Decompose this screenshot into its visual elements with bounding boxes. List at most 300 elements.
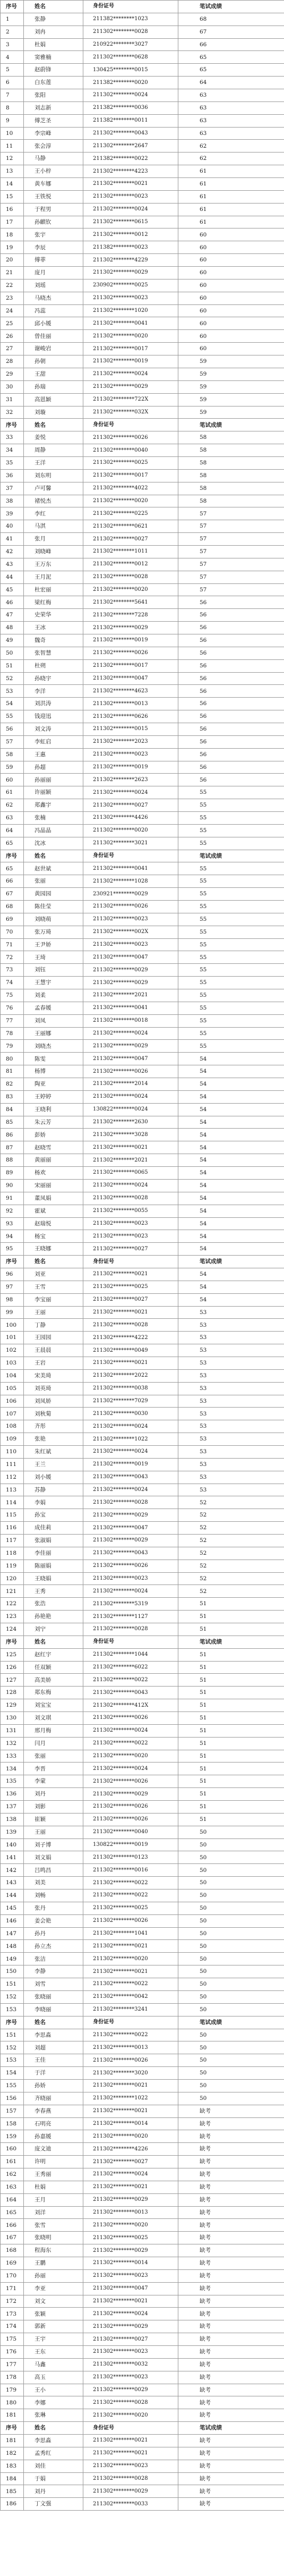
table-row — [1, 1877, 284, 1889]
cell-no: 150 — [1, 1965, 24, 1978]
table-row — [1, 2181, 284, 2193]
cell-name: 王小 — [24, 2384, 83, 2396]
table-row — [1, 1167, 284, 1180]
cell-score: 51 — [178, 1699, 284, 1712]
cell-no: 122 — [1, 1598, 24, 1611]
cell-name: 张丽 — [24, 875, 83, 888]
cell-score: 57 — [178, 571, 284, 583]
cell-score: 54 — [178, 1167, 284, 1180]
cell-score: 50 — [178, 1851, 284, 1864]
cell-id: 211302********0047 — [83, 1522, 178, 1535]
cell-id: 211302********2014 — [83, 1078, 178, 1091]
cell-name: 马静 — [24, 152, 83, 165]
table-row — [1, 203, 284, 216]
cell-no: 2 — [1, 26, 24, 38]
cell-no: 166 — [1, 2219, 24, 2232]
cell-no: 74 — [1, 977, 24, 989]
cell-name: 张颖 — [24, 2308, 83, 2320]
table-row — [1, 1534, 284, 1547]
cell-no: 138 — [1, 1813, 24, 1826]
cell-name: 孙瑞 — [24, 380, 83, 393]
cell-id: 211302********0021 — [83, 2079, 178, 2092]
cell-name: 刘柔 — [24, 989, 83, 1002]
cell-score: 51 — [178, 1611, 284, 1623]
cell-score: 53 — [178, 1306, 284, 1319]
cell-id: 211302********1022 — [83, 1433, 178, 1446]
header-no: 序号 — [1, 1, 24, 13]
table-row — [1, 761, 284, 774]
table-row — [1, 13, 284, 26]
cell-name: 张浩 — [24, 1598, 83, 1611]
cell-no: 84 — [1, 1103, 24, 1116]
table-row — [1, 2105, 284, 2117]
table-row — [1, 2232, 284, 2244]
cell-no: 137 — [1, 1801, 24, 1814]
cell-no: 117 — [1, 1534, 24, 1547]
cell-name: 吕鸣昌 — [24, 1864, 83, 1877]
table-row — [1, 1699, 284, 1712]
table-row — [1, 799, 284, 812]
cell-score: 缺考 — [178, 2193, 284, 2206]
cell-score: 57 — [178, 507, 284, 520]
cell-no: 116 — [1, 1522, 24, 1535]
cell-name: 王鹏 — [24, 2257, 83, 2269]
cell-score: 55 — [178, 824, 284, 837]
cell-score: 54 — [178, 1268, 284, 1281]
cell-id: 211382********1023 — [83, 13, 178, 26]
table-row — [1, 571, 284, 583]
cell-id: 211382********0011 — [83, 114, 178, 127]
cell-name: 褚悦杰 — [24, 495, 83, 507]
table-row — [1, 1598, 284, 1611]
table-row — [1, 862, 284, 875]
cell-score: 66 — [178, 38, 284, 51]
cell-name: 王月 — [24, 2193, 83, 2206]
cell-name: 李洋 — [24, 685, 83, 698]
cell-no: 171 — [1, 2282, 24, 2295]
cell-name: 王岩 — [24, 1357, 83, 1369]
header-name: 姓名 — [24, 2016, 83, 2029]
cell-score: 缺考 — [178, 2269, 284, 2282]
cell-id: 211302********0029 — [83, 2320, 178, 2333]
table-row — [1, 228, 284, 241]
cell-id: 211302********0020 — [83, 495, 178, 507]
cell-no: 115 — [1, 1509, 24, 1522]
table-row — [1, 1902, 284, 1914]
cell-id: 211302********0027 — [83, 1293, 178, 1306]
table-row — [1, 1395, 284, 1408]
cell-id: 211302********0023 — [83, 2269, 178, 2282]
cell-no: 37 — [1, 482, 24, 495]
cell-no: 97 — [1, 1281, 24, 1293]
cell-name: 丁文强 — [24, 2498, 83, 2511]
cell-name: 王月泥 — [24, 571, 83, 583]
cell-id: 211302********0021 — [83, 1268, 178, 1281]
cell-score: 53 — [178, 1357, 284, 1369]
cell-no: 144 — [1, 1889, 24, 1902]
table-row — [1, 698, 284, 710]
header-no: 序号 — [1, 1256, 24, 1268]
cell-no: 94 — [1, 1230, 24, 1243]
cell-score: 59 — [178, 406, 284, 419]
cell-id: 211302********0021 — [83, 1940, 178, 1953]
cell-no: 126 — [1, 1661, 24, 1674]
cell-id: 211302********0017 — [83, 659, 178, 672]
table-row — [1, 875, 284, 888]
cell-no: 168 — [1, 2244, 24, 2257]
table-row — [1, 1293, 284, 1306]
cell-id: 211302********0027 — [83, 2333, 178, 2346]
cell-no: 90 — [1, 1179, 24, 1192]
cell-no: 34 — [1, 444, 24, 457]
cell-id: 211302********0040 — [83, 444, 178, 457]
cell-score: 53 — [178, 1445, 284, 1458]
cell-name: 李宗峰 — [24, 127, 83, 140]
cell-score: 50 — [178, 1864, 284, 1877]
cell-score: 51 — [178, 1762, 284, 1775]
cell-name: 高恩颖 — [24, 393, 83, 406]
cell-score: 55 — [178, 862, 284, 875]
cell-name: 王晓娟 — [24, 1572, 83, 1585]
table-row — [1, 913, 284, 926]
cell-no: 78 — [1, 1027, 24, 1040]
cell-id: 211302********0023 — [83, 2460, 178, 2472]
cell-no: 164 — [1, 2193, 24, 2206]
cell-id: 211302********4222 — [83, 1332, 178, 1344]
header-row — [1, 2016, 284, 2029]
cell-score: 缺考 — [178, 2447, 284, 2460]
table-row — [1, 114, 284, 127]
header-id: 身份证号 — [83, 1636, 178, 1648]
cell-no: 62 — [1, 799, 24, 812]
cell-id: 211302********0024 — [83, 1090, 178, 1103]
cell-score: 50 — [178, 2054, 284, 2067]
table-row — [1, 1141, 284, 1154]
cell-id: 211302********0012 — [83, 558, 178, 571]
table-row — [1, 38, 284, 51]
header-name: 姓名 — [24, 1636, 83, 1648]
cell-no: 89 — [1, 1167, 24, 1180]
cell-no: 152 — [1, 2041, 24, 2054]
cell-no: 36 — [1, 469, 24, 482]
cell-id: 211302********0024 — [83, 1445, 178, 1458]
cell-score: 56 — [178, 761, 284, 774]
cell-score: 58 — [178, 456, 284, 469]
cell-score: 54 — [178, 1154, 284, 1167]
cell-no: 92 — [1, 1205, 24, 1217]
cell-score: 63 — [178, 127, 284, 140]
table-row — [1, 1332, 284, 1344]
cell-no: 172 — [1, 2295, 24, 2308]
cell-score: 51 — [178, 1598, 284, 1611]
cell-score: 60 — [178, 292, 284, 304]
header-name: 姓名 — [24, 850, 83, 862]
cell-no: 91 — [1, 1192, 24, 1205]
cell-no: 79 — [1, 1040, 24, 1053]
cell-score: 54 — [178, 1090, 284, 1103]
cell-no: 132 — [1, 1737, 24, 1750]
cell-id: 211302********0024 — [83, 786, 178, 799]
table-row — [1, 1014, 284, 1027]
cell-score: 67 — [178, 26, 284, 38]
cell-score: 缺考 — [178, 2409, 284, 2422]
cell-no: 173 — [1, 2308, 24, 2320]
cell-name: 刘洋 — [24, 2206, 83, 2219]
cell-id: 211302********0043 — [83, 127, 178, 140]
cell-name: 陈佳莹 — [24, 901, 83, 913]
cell-id: 130822********0024 — [83, 1103, 178, 1116]
cell-name: 刘美 — [24, 1877, 83, 1889]
cell-name: 窦雅楠 — [24, 51, 83, 64]
cell-id: 211302********0024 — [83, 1762, 178, 1775]
cell-name: 曾佳丽 — [24, 330, 83, 343]
table-row — [1, 1737, 284, 1750]
cell-no: 65 — [1, 862, 24, 875]
cell-no: 178 — [1, 2371, 24, 2384]
table-row — [1, 748, 284, 761]
cell-id: 211302********412X — [83, 1699, 178, 1712]
cell-score: 50 — [178, 1826, 284, 1838]
cell-name: 王兰 — [24, 1458, 83, 1471]
cell-name: 刘雪 — [24, 1978, 83, 1991]
cell-id: 211302********0029 — [83, 622, 178, 634]
cell-no: 111 — [1, 1458, 24, 1471]
cell-id: 211302********0041 — [83, 317, 178, 330]
cell-id: 211302********0028 — [83, 1496, 178, 1509]
cell-no: 93 — [1, 1217, 24, 1230]
cell-name: 孙艳艳 — [24, 1611, 83, 1623]
cell-score: 缺考 — [178, 2435, 284, 2447]
cell-no: 120 — [1, 1572, 24, 1585]
cell-score: 50 — [178, 1889, 284, 1902]
cell-score: 61 — [178, 190, 284, 203]
cell-no: 33 — [1, 431, 24, 444]
cell-name: 刘影 — [24, 1801, 83, 1814]
cell-no: 71 — [1, 938, 24, 951]
table-row — [1, 647, 284, 659]
cell-id: 211302********0041 — [83, 1002, 178, 1014]
cell-id: 211302********0022 — [83, 1889, 178, 1902]
table-row — [1, 1408, 284, 1420]
table-row — [1, 89, 284, 102]
cell-no: 177 — [1, 2358, 24, 2371]
cell-score: 缺考 — [178, 2244, 284, 2257]
cell-score: 52 — [178, 1496, 284, 1509]
cell-no: 149 — [1, 1953, 24, 1965]
cell-name: 郑东梅 — [24, 1687, 83, 1699]
cell-no: 155 — [1, 2079, 24, 2092]
cell-id: 211302********0021 — [83, 1965, 178, 1978]
cell-id: 211302********0026 — [83, 1813, 178, 1826]
header-score: 笔试成绩 — [178, 850, 284, 862]
cell-no: 125 — [1, 1648, 24, 1661]
cell-name: 刘晓杰 — [24, 1040, 83, 1053]
cell-score: 57 — [178, 545, 284, 558]
table-row — [1, 1090, 284, 1103]
cell-name: 王小梓 — [24, 165, 83, 178]
cell-id: 211302********0013 — [83, 2041, 178, 2054]
cell-score: 51 — [178, 1750, 284, 1762]
table-row — [1, 1078, 284, 1091]
table-row — [1, 723, 284, 735]
cell-score: 缺考 — [178, 2358, 284, 2371]
cell-name: 冯晶晶 — [24, 824, 83, 837]
cell-no: 153 — [1, 2054, 24, 2067]
cell-no: 124 — [1, 1623, 24, 1636]
cell-name: 傅菲 — [24, 254, 83, 267]
cell-name: 霍斌 — [24, 1205, 83, 1217]
cell-id: 211302********0047 — [83, 1053, 178, 1065]
cell-name: 郑鑫宇 — [24, 799, 83, 812]
cell-score: 56 — [178, 735, 284, 748]
cell-name: 刘凤娇 — [24, 1395, 83, 1408]
cell-no: 99 — [1, 1306, 24, 1319]
cell-name: 刘丹 — [24, 1788, 83, 1801]
cell-no: 98 — [1, 1293, 24, 1306]
cell-name: 张万琦 — [24, 926, 83, 938]
cell-id: 211302********0038 — [83, 1382, 178, 1395]
table-row — [1, 1522, 284, 1535]
cell-id: 211302********0020 — [83, 583, 178, 596]
cell-score: 55 — [178, 951, 284, 964]
cell-score: 缺考 — [178, 2460, 284, 2472]
cell-no: 147 — [1, 1927, 24, 1940]
cell-score: 缺考 — [178, 2295, 284, 2308]
table-row — [1, 964, 284, 977]
table-row — [1, 634, 284, 647]
cell-no: 148 — [1, 1940, 24, 1953]
cell-score: 54 — [178, 1053, 284, 1065]
cell-name: 刘东明 — [24, 469, 83, 482]
header-score: 笔试成绩 — [178, 1, 284, 13]
table-row — [1, 406, 284, 419]
cell-score: 56 — [178, 596, 284, 609]
table-row — [1, 1762, 284, 1775]
table-row — [1, 1116, 284, 1129]
cell-name: 王秀丽 — [24, 2168, 83, 2181]
table-row — [1, 520, 284, 533]
cell-id: 211302********0029 — [83, 2384, 178, 2396]
cell-id: 211302********0026 — [83, 431, 178, 444]
cell-no: 158 — [1, 2117, 24, 2130]
cell-name: 李春燕 — [24, 2105, 83, 2117]
cell-score: 60 — [178, 304, 284, 317]
cell-score: 68 — [178, 13, 284, 26]
cell-name: 张丹 — [24, 1902, 83, 1914]
cell-no: 17 — [1, 216, 24, 228]
table-row — [1, 2320, 284, 2333]
cell-id: 211302********0029 — [83, 1509, 178, 1522]
cell-name: 赵晓雪 — [24, 1141, 83, 1154]
cell-no: 151 — [1, 2029, 24, 2041]
cell-id: 211302********3021 — [83, 837, 178, 850]
cell-name: 傅芝圣 — [24, 114, 83, 127]
cell-id: 211302********0041 — [83, 862, 178, 875]
cell-id: 211302********1127 — [83, 1611, 178, 1623]
cell-name: 闫月 — [24, 1737, 83, 1750]
table-row — [1, 672, 284, 685]
cell-name: 沈冰 — [24, 837, 83, 850]
table-row — [1, 2156, 284, 2168]
cell-name: 王冰 — [24, 622, 83, 634]
cell-id: 210922********3027 — [83, 38, 178, 51]
header-no: 序号 — [1, 419, 24, 431]
cell-score: 52 — [178, 1534, 284, 1547]
cell-id: 211302********0020 — [83, 1953, 178, 1965]
cell-score: 缺考 — [178, 2396, 284, 2409]
cell-name: 马鑫 — [24, 2358, 83, 2371]
cell-name: 陶亚 — [24, 1078, 83, 1091]
cell-no: 151 — [1, 1978, 24, 1991]
table-row — [1, 343, 284, 355]
header-score: 笔试成绩 — [178, 1636, 284, 1648]
cell-name: 刘文娟 — [24, 1851, 83, 1864]
table-row — [1, 1788, 284, 1801]
table-row — [1, 901, 284, 913]
cell-id: 211302********0021 — [83, 1357, 178, 1369]
cell-name: 王惠 — [24, 748, 83, 761]
cell-no: 110 — [1, 1445, 24, 1458]
cell-no: 65 — [1, 837, 24, 850]
table-row — [1, 1775, 284, 1788]
table-row — [1, 1851, 284, 1864]
table-row — [1, 1484, 284, 1496]
table-row — [1, 558, 284, 571]
cell-no: 141 — [1, 1851, 24, 1864]
cell-name: 刘洪涛 — [24, 698, 83, 710]
cell-score: 54 — [178, 1116, 284, 1129]
cell-name: 李蒙 — [24, 1775, 83, 1788]
cell-score: 57 — [178, 533, 284, 546]
table-row — [1, 2308, 284, 2320]
cell-name: 杜娟 — [24, 38, 83, 51]
table-row — [1, 469, 284, 482]
cell-score: 53 — [178, 1319, 284, 1332]
cell-name: 宋丽丽 — [24, 1179, 83, 1192]
cell-name: 刘亚 — [24, 1268, 83, 1281]
cell-score: 61 — [178, 203, 284, 216]
cell-no: 12 — [1, 152, 24, 165]
cell-name: 庞月 — [24, 267, 83, 279]
cell-score: 缺考 — [178, 2384, 284, 2396]
cell-no: 81 — [1, 1065, 24, 1078]
table-row — [1, 1712, 284, 1725]
cell-id: 211302********0021 — [83, 2435, 178, 2447]
cell-score: 51 — [178, 1775, 284, 1788]
cell-id: 211302********0065 — [83, 1167, 178, 1180]
cell-no: 162 — [1, 2168, 24, 2181]
header-name: 姓名 — [24, 2422, 83, 2435]
cell-score: 63 — [178, 114, 284, 127]
cell-name: 孙超 — [24, 761, 83, 774]
cell-name: 王琦 — [24, 951, 83, 964]
cell-name: 张宇 — [24, 228, 83, 241]
table-row — [1, 1990, 284, 2003]
table-row — [1, 140, 284, 152]
table-row — [1, 2384, 284, 2396]
cell-no: 170 — [1, 2269, 24, 2282]
cell-no: 103 — [1, 1357, 24, 1369]
cell-no: 68 — [1, 901, 24, 913]
cell-id: 211382********0023 — [83, 241, 178, 254]
cell-name: 刘秋菊 — [24, 1408, 83, 1420]
cell-score: 65 — [178, 51, 284, 64]
cell-no: 167 — [1, 2232, 24, 2244]
cell-score: 54 — [178, 1230, 284, 1243]
cell-id: 211302********0014 — [83, 2117, 178, 2130]
cell-name: 谢峻岩 — [24, 343, 83, 355]
cell-no: 176 — [1, 2345, 24, 2358]
